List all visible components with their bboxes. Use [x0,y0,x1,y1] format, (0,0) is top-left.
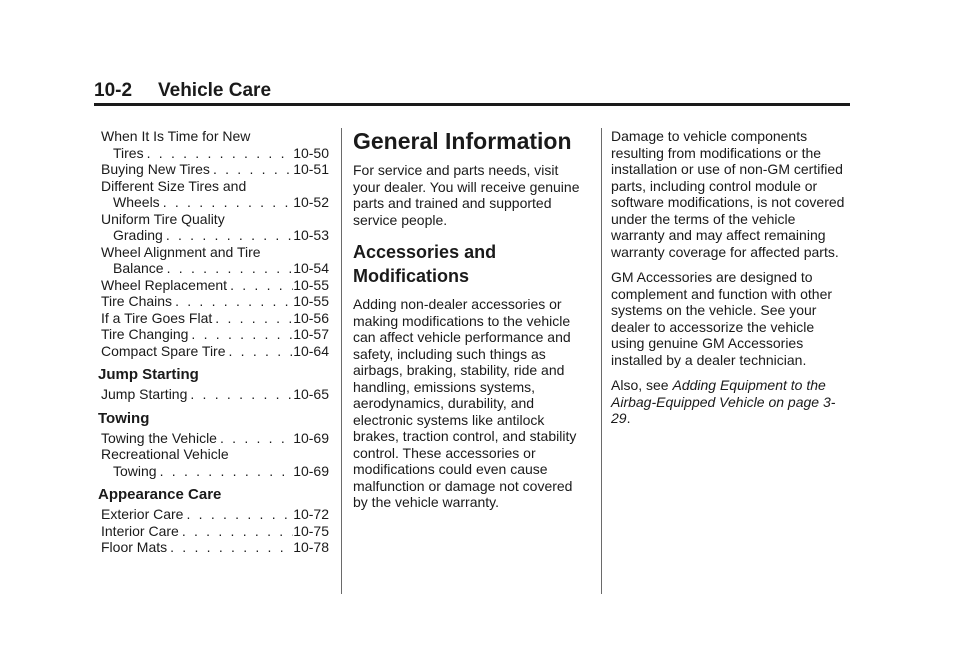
toc-leader [212,310,293,327]
column-divider-1 [341,128,342,594]
see-also-suffix: . [626,410,631,426]
toc-column [98,128,329,556]
toc-entry-title-cont: Tires [113,144,144,161]
toc-entry-title: Tire Changing [101,326,189,342]
toc-page: 10-65 [293,386,329,402]
toc-entry-title: Buying New Tires [101,161,210,177]
toc-entry-title: Uniform Tire Quality [101,210,225,227]
accessories-paragraph-1: Adding non-dealer accessories or making modifications to the vehicle can affect vehicle performance and safety, including such things as airbags, braking, stability, ride and handling, emissions systems, aerodynamics, durability, and electronic systems like antilock brakes, traction control, and stability control. These accessories or modifications could even cause malfunction or damage not covered by the vehicle warranty. [353,296,577,510]
toc-leader [160,194,294,211]
toc-page: 10-55 [293,293,329,309]
body-column-2 [353,128,589,520]
toc-leader [179,523,293,540]
see-also-paragraph [611,377,851,427]
general-paragraph: For service and parts needs, visit your dealer. You will receive genuine parts and trained and supported service people. [353,162,580,228]
toc-page: 10-72 [293,506,329,522]
column-divider-2 [601,128,602,594]
toc-page: 10-52 [293,194,329,210]
toc-entry[interactable] [101,343,329,360]
toc-entry-title: Towing the Vehicle [101,429,217,446]
toc-entry-title: Wheel Alignment and Tire [101,243,261,260]
toc-leader [157,463,294,480]
body-column-3 [611,128,851,436]
toc-page: 10-69 [293,462,329,479]
toc-entry[interactable] [101,326,329,343]
toc-page: 10-51 [293,161,329,177]
toc-entry[interactable] [101,506,329,523]
toc-entry-title: Jump Starting [101,386,188,402]
toc-entry[interactable] [101,244,329,277]
toc-section-heading: Towing [98,409,150,427]
page-header [94,80,271,102]
toc-leader [188,326,293,343]
toc-entry[interactable] [101,386,329,403]
toc-page: 10-78 [293,539,329,555]
toc-entry-title: Recreational Vehicle [101,446,229,462]
toc-page: 10-69 [293,429,329,446]
toc-list [98,128,329,556]
toc-leader [164,260,294,277]
toc-entry-title: Different Size Tires and [101,177,247,194]
chapter-title: Vehicle Care [158,80,272,101]
toc-entry[interactable] [101,277,329,294]
section-heading-general: General Information [353,128,572,154]
toc-entry-title: Tire Chains [101,293,173,309]
toc-entry[interactable] [101,211,329,244]
toc-page: 10-64 [293,342,329,359]
toc-page: 10-54 [293,260,329,276]
toc-section-heading: Appearance Care [98,486,222,503]
toc-entry-title-cont: Towing [113,462,157,479]
toc-entry-title: Wheel Replacement [101,276,228,293]
toc-entry-title: When It Is Time for New [101,128,251,144]
toc-leader [217,430,293,447]
toc-entry[interactable] [101,446,329,479]
toc-page: 10-56 [293,309,329,326]
toc-page: 10-57 [293,326,329,342]
toc-entry-title: If a Tire Goes Flat [101,309,213,326]
toc-entry-title: Floor Mats [101,539,168,555]
cross-reference-link[interactable]: Adding Equipment to the Airbag-Equipped Vehicle on page 3-29 [611,377,836,426]
toc-entry[interactable] [101,430,329,447]
toc-entry[interactable] [101,178,329,211]
toc-section-heading: Jump Starting [98,366,199,383]
accessories-paragraph-3: GM Accessories are designed to complement and function with other systems on the vehicle. See your dealer to accessorize the vehicle using genuine GM Accessories installed by a dealer technician. [611,269,833,368]
toc-leader [167,539,293,556]
toc-entry-title: Exterior Care [101,506,184,522]
toc-leader [227,277,293,294]
toc-leader [187,386,293,403]
toc-entry[interactable] [101,161,329,178]
accessories-paragraph-2: Damage to vehicle components resulting from modifications or the installation or use of non-GM certified parts, including control module or software modifications, is not covered under the terms of the vehicle warranty and may affect remaining warranty coverage for affected parts. [611,128,845,260]
toc-entry-title-cont: Grading [113,227,163,243]
toc-page: 10-50 [293,144,329,161]
toc-entry-title: Interior Care [101,522,179,539]
page-number: 10-2 [94,80,133,101]
toc-entry-title-cont: Wheels [113,194,160,210]
toc-entry[interactable] [101,523,329,540]
toc-entry[interactable] [101,310,329,327]
toc-entry[interactable] [101,539,329,556]
toc-leader [144,145,294,162]
toc-page: 10-53 [293,227,329,243]
toc-page: 10-75 [293,522,329,539]
see-also-prefix: Also, see [611,377,673,393]
toc-entry-title-cont: Balance [113,260,164,276]
toc-leader [163,227,293,244]
header-rule [94,103,850,106]
toc-page: 10-55 [293,276,329,293]
toc-leader [183,506,293,523]
toc-entry[interactable] [101,293,329,310]
section-heading-accessories: Accessories and Modifications [353,242,497,286]
toc-leader [226,343,294,360]
toc-leader [210,161,293,178]
toc-entry[interactable] [101,128,329,161]
toc-entry-title: Compact Spare Tire [101,342,226,359]
toc-leader [172,293,293,310]
